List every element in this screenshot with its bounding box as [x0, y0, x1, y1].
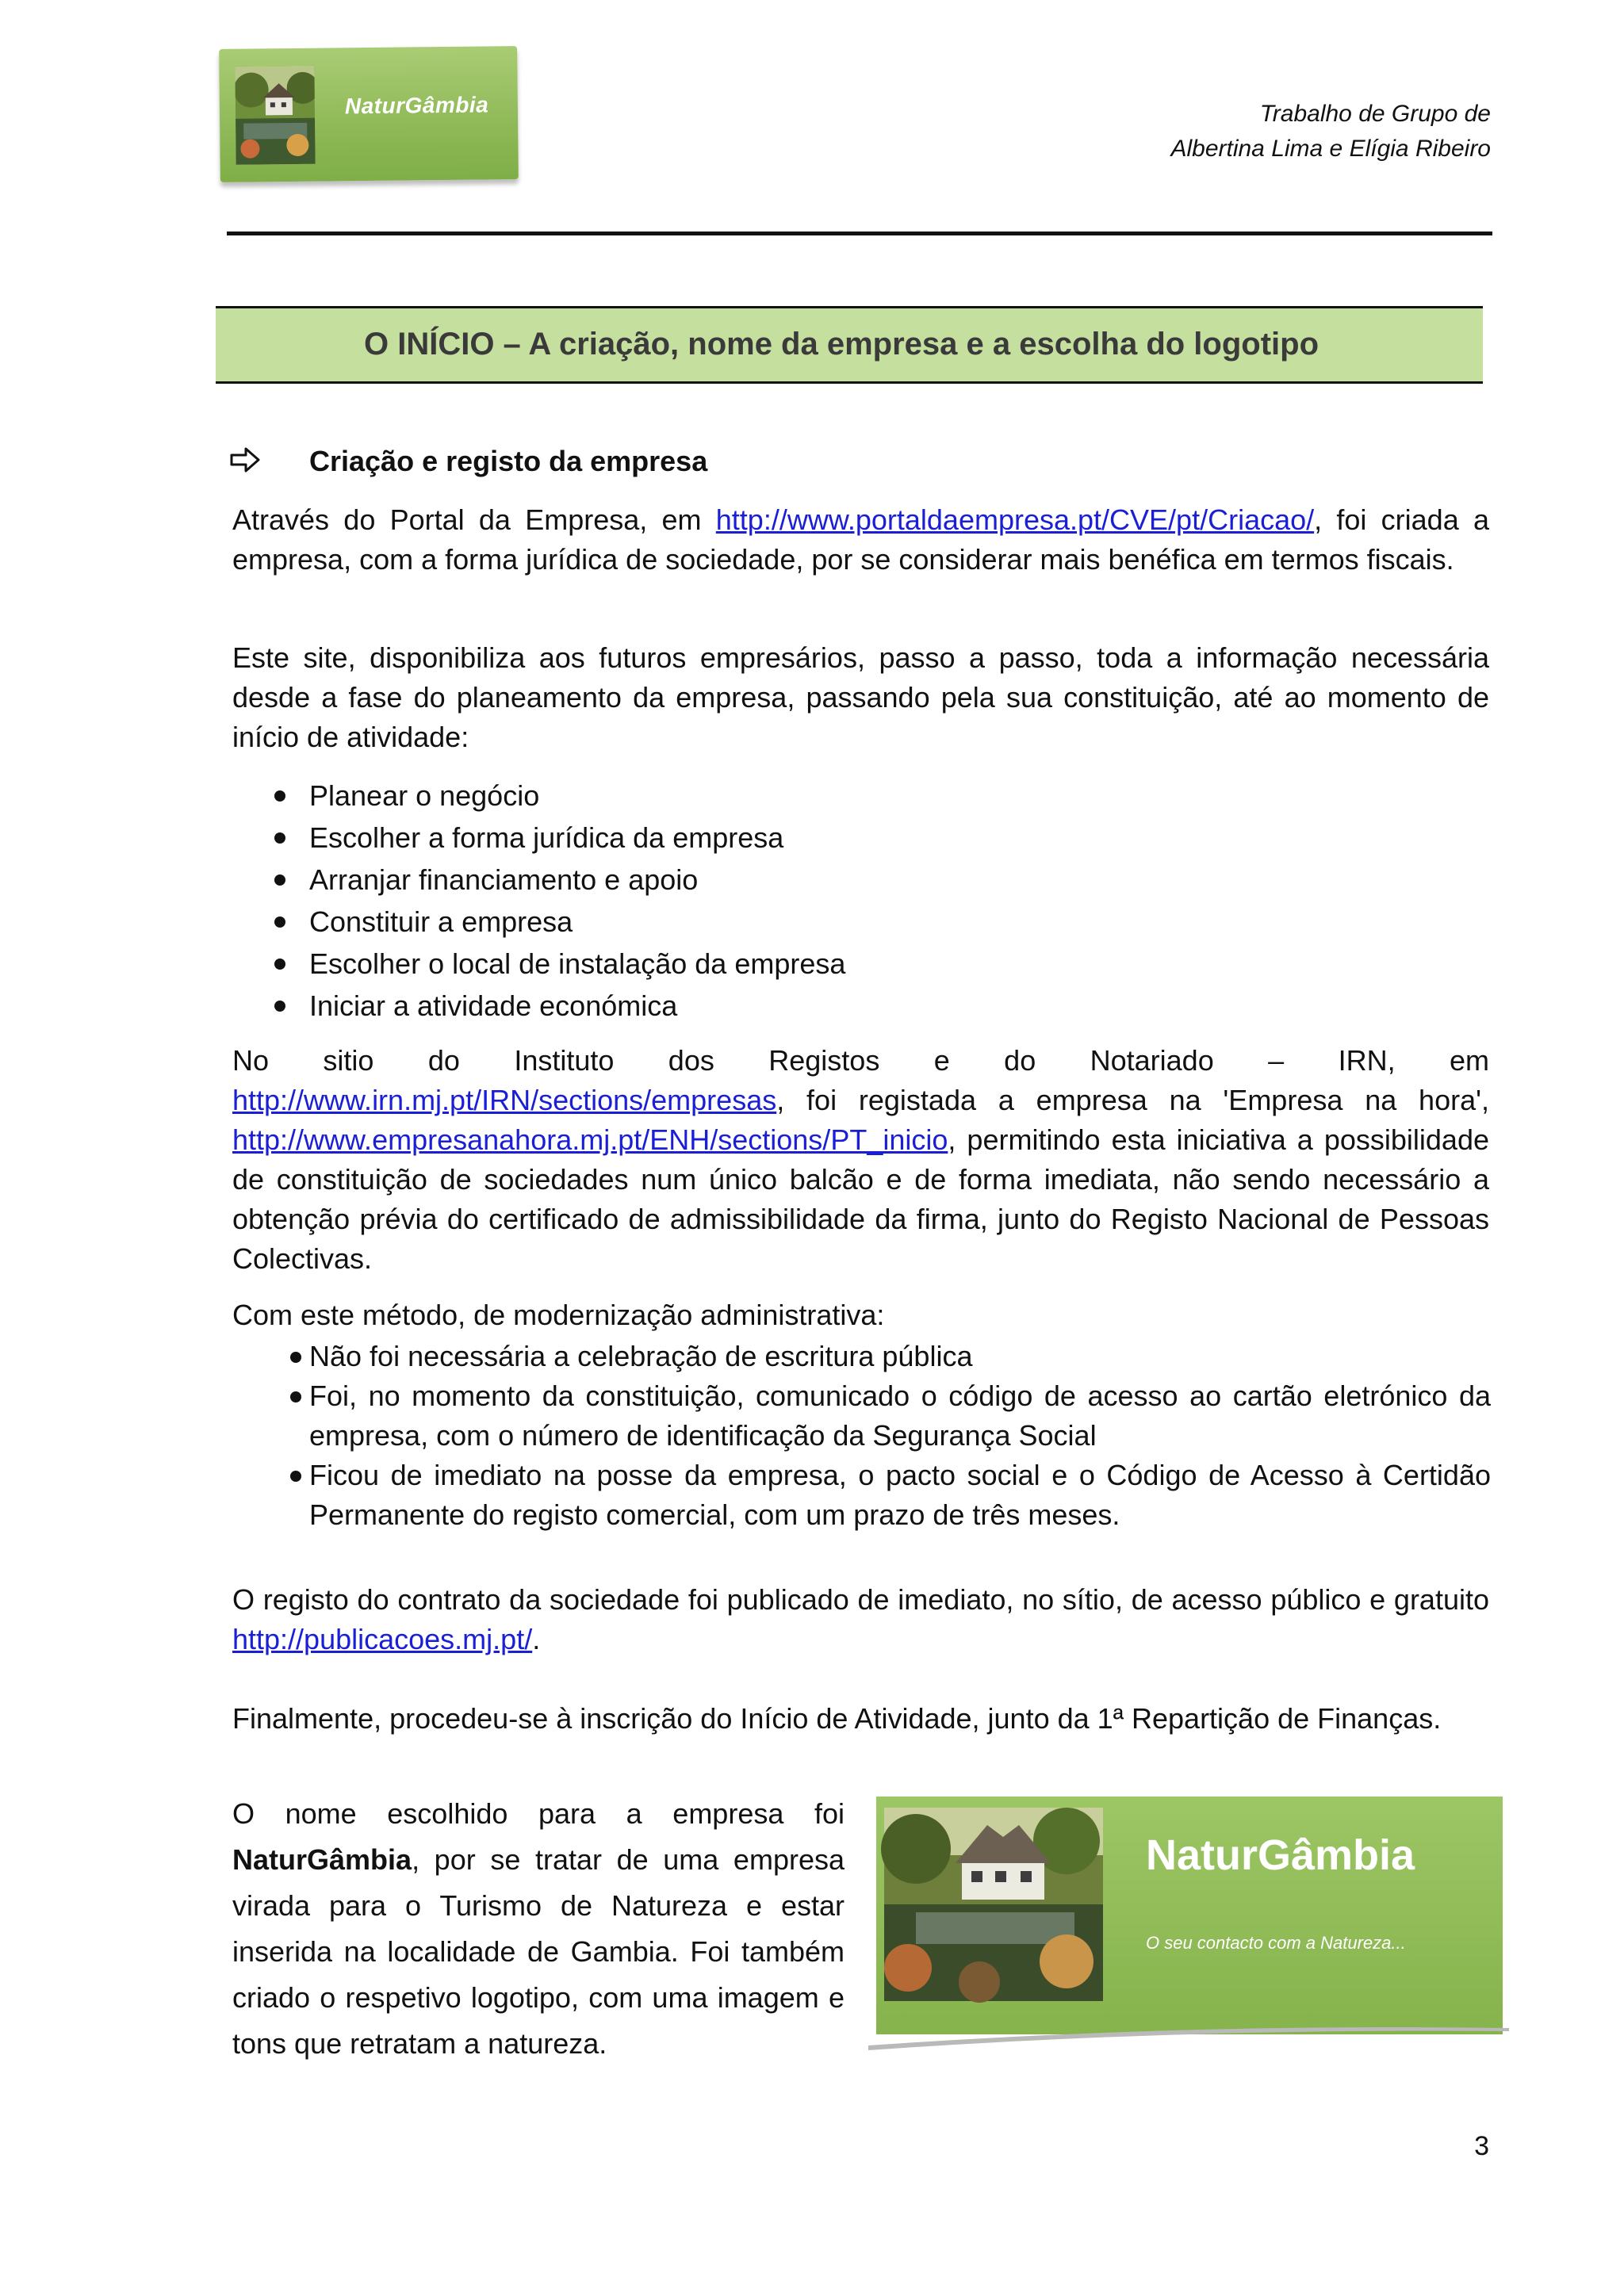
hollow-right-arrow-icon: [228, 444, 262, 476]
paragraph-site-info: Este site, disponibiliza aos futuros empresários, passo a passo, toda a informação necessária desde a fase do planeamento da empresa, passando pela sua constituição, até ao momento de início de atividade:: [232, 641, 1489, 753]
paragraph-text: , por se tratar de uma empresa virada para o Turismo de Natureza e estar inserida na localidade de Gambia. Foi também criado o respetivo logotipo, com uma imagem e tons que retratam a natureza.: [232, 1843, 845, 2060]
company-name: NaturGâmbia: [232, 1843, 412, 1876]
list-item-text: Ficou de imediato na posse da empresa, o pacto social e o Código de Acesso à Certidão Permanente do registo comercial, com um prazo de três meses.: [309, 1459, 1491, 1531]
bullet-icon: [274, 874, 285, 886]
list-item: [274, 859, 988, 901]
list-item-text: Constituir a empresa: [309, 905, 573, 938]
paragraph-text: Através do Portal da Empresa, em: [232, 503, 716, 536]
header-logo-card: [219, 46, 519, 182]
list-item-text: Arranjar financiamento e apoio: [309, 863, 699, 896]
list-item-text: Escolher o local de instalação da empresa: [309, 947, 846, 980]
paragraph-text: .: [532, 1623, 541, 1655]
house-photo: [881, 1808, 1103, 2003]
list-item: [309, 1456, 1491, 1535]
steps-list: [274, 775, 988, 1027]
logo-tagline-text: O seu contacto com a Natureza...: [1146, 1933, 1406, 1953]
paragraph-name-choice: [232, 1791, 845, 2067]
paragraph-text: O nome escolhido para a empresa foi: [232, 1797, 845, 1830]
title-band: [216, 306, 1483, 384]
section-heading: Criação e registo da empresa: [309, 445, 708, 477]
bullet-icon: [274, 959, 285, 970]
list-item: [274, 985, 988, 1027]
paragraph-text: , permitindo esta iniciativa a possibilidade de constituição de sociedades num único balcão e de forma imediata, não sendo necessário a obtenção prévia do certificado de admissibilidade da firma, junto do Registo Nacional de Pessoas Colectivas.: [232, 1123, 1489, 1275]
page-title: O INÍCIO – A criação, nome da empresa e a escolha do logotipo: [363, 327, 1320, 362]
irn-link[interactable]: http://www.irn.mj.pt/IRN/sections/empresas: [232, 1084, 777, 1116]
list-item-text: Planear o negócio: [309, 779, 540, 812]
list-item-text: Iniciar a atividade económica: [309, 989, 678, 1022]
list-item: [309, 1337, 1491, 1376]
bullet-icon: [290, 1352, 301, 1363]
header-credit: [1170, 97, 1491, 166]
logo-brand-text: NaturGâmbia: [1146, 1831, 1415, 1879]
bullet-icon: [274, 790, 285, 802]
page-number: 3: [1474, 2131, 1489, 2161]
benefits-list: [309, 1337, 1491, 1535]
empresa-na-hora-link[interactable]: http://www.empresanahora.mj.pt/ENH/sections/PT_inicio: [232, 1123, 948, 1156]
paragraph-portal: [232, 500, 1489, 580]
credit-line-2: Albertina Lima e Elígia Ribeiro: [1170, 136, 1491, 162]
list-item: [309, 1376, 1491, 1456]
paragraph-method: Com este método, de modernização administrativa:: [232, 1299, 885, 1331]
bullet-icon: [274, 1001, 285, 1012]
paragraph-text: , foi criada a empresa, com a forma jurídica de sociedade, por se considerar mais benéfica em termos fiscais.: [232, 503, 1490, 576]
bullet-icon: [274, 832, 285, 844]
paragraph-text: No sitio do Instituto dos Registos e do Notariado – IRN, em: [232, 1044, 1489, 1077]
credit-line-1: Trabalho de Grupo de: [1259, 101, 1491, 127]
header-logo-brand: NaturGâmbia: [344, 92, 489, 119]
bullet-icon: [290, 1471, 301, 1482]
naturgambia-logo-image: [868, 1793, 1509, 2076]
header-divider: [227, 232, 1492, 235]
paragraph-text: , foi registada a empresa na 'Empresa na hora',: [776, 1084, 1489, 1116]
list-item: [274, 943, 988, 985]
bullet-icon: [274, 916, 285, 928]
list-item-text: Não foi necessária a celebração de escritura pública: [309, 1340, 973, 1372]
paragraph-publication: [232, 1580, 1489, 1659]
list-item: [274, 817, 988, 859]
portal-link[interactable]: http://www.portaldaempresa.pt/CVE/pt/Criacao/: [715, 503, 1315, 536]
paragraph-text: O registo do contrato da sociedade foi publicado de imediato, no sítio, de acesso público e gratuito: [232, 1583, 1489, 1616]
paragraph-finance: Finalmente, procedeu-se à inscrição do Início de Atividade, junto da 1ª Repartição de Finanças.: [232, 1702, 1442, 1735]
list-item: [274, 901, 988, 943]
publicacoes-link[interactable]: http://publicacoes.mj.pt/: [232, 1623, 533, 1655]
house-landscape-image: [235, 66, 315, 165]
paragraph-irn: [232, 1041, 1489, 1279]
list-item-text: Escolher a forma jurídica da empresa: [309, 821, 784, 854]
list-item: [274, 775, 988, 817]
list-item-text: Foi, no momento da constituição, comunicado o código de acesso ao cartão eletrónico da empresa, com o número de identificação da Segurança Social: [309, 1380, 1491, 1452]
header-logo: [220, 48, 518, 187]
bullet-icon: [290, 1391, 301, 1402]
